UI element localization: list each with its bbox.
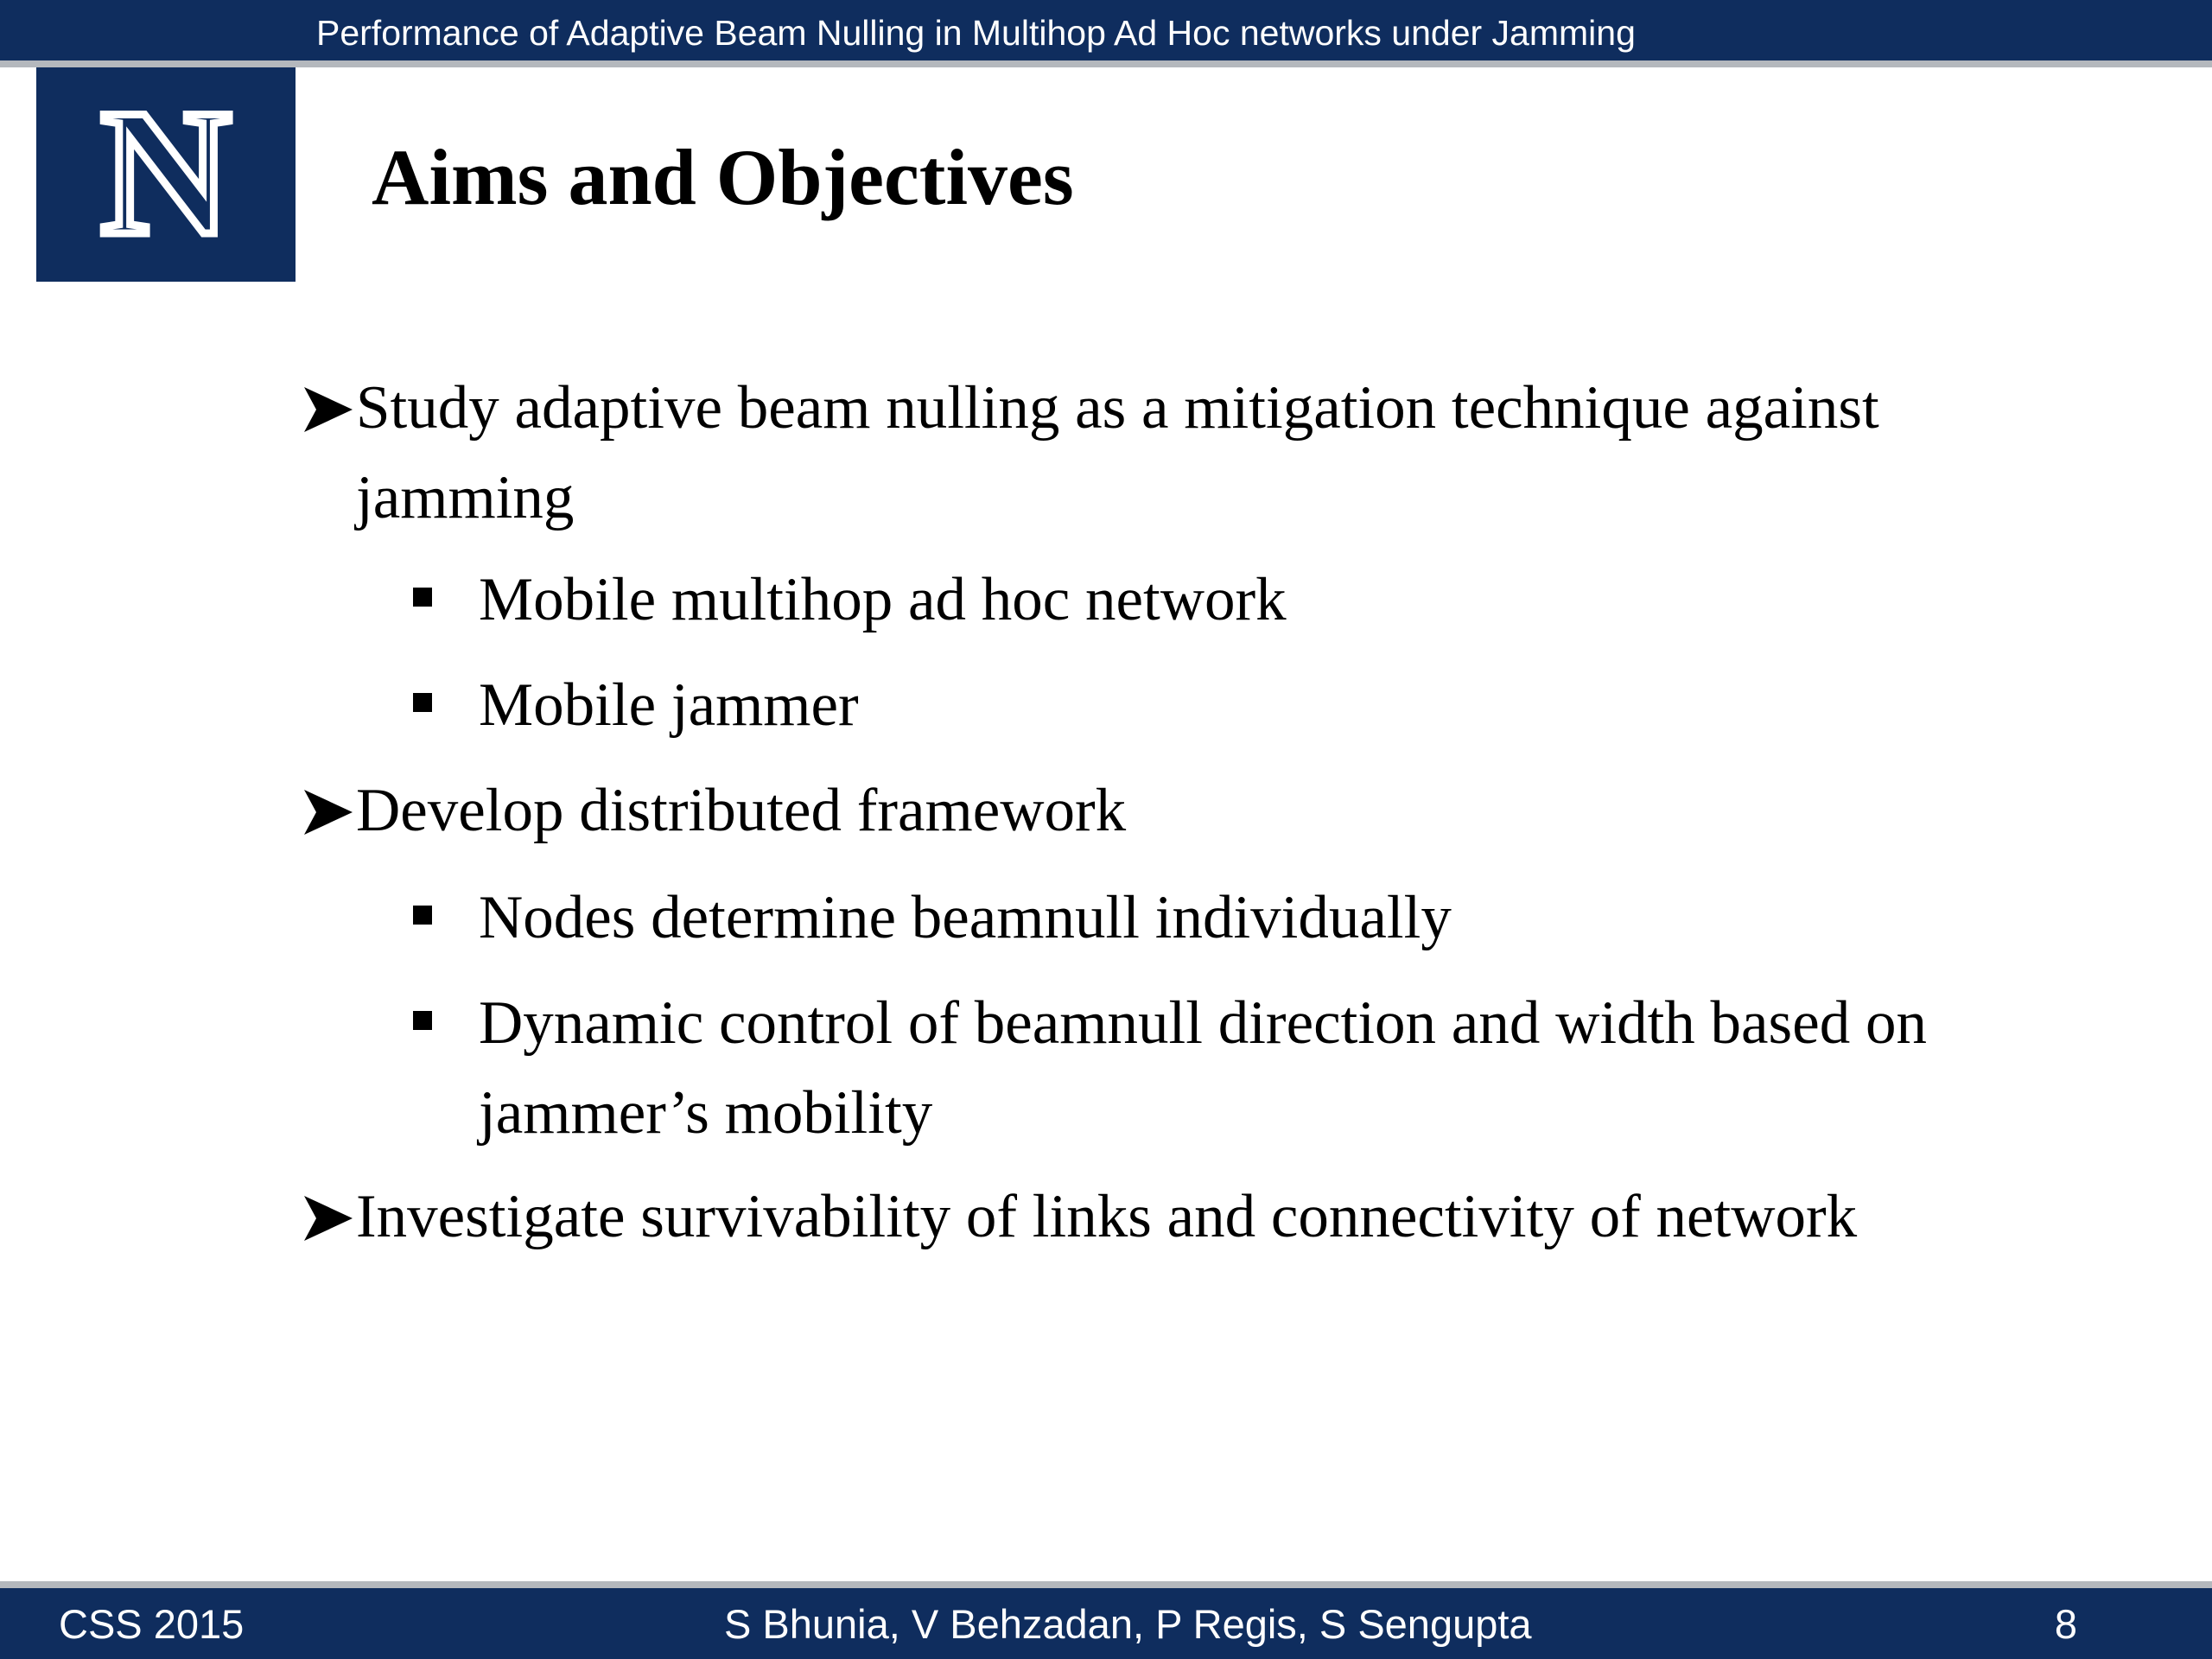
square-bullet-icon	[413, 906, 432, 925]
bullet-text: Study adaptive beam nulling as a mitigation technique against jamming	[356, 374, 1879, 531]
bullet-item	[302, 1172, 2056, 1262]
arrowhead-bullet-icon	[302, 1194, 356, 1243]
sub-bullet-text: Dynamic control of beamnull direction and width based on jammer’s mobility	[479, 989, 1927, 1147]
sub-bullet-item	[413, 660, 2098, 750]
sub-bullet-text: Mobile jammer	[479, 671, 859, 739]
square-bullet-icon	[413, 1011, 432, 1030]
authors: S Bhunia, V Behzadan, P Regis, S Sengupta	[724, 1601, 1532, 1647]
conference-label: CSS 2015	[59, 1601, 245, 1647]
square-bullet-icon	[413, 693, 432, 712]
presentation-title: Performance of Adaptive Beam Nulling in Multihop Ad Hoc networks under Jamming	[316, 13, 1636, 53]
slide-title: Aims and Objectives	[372, 133, 1074, 221]
bullet-item	[302, 766, 2056, 855]
arrowhead-bullet-icon	[302, 385, 356, 434]
sub-bullet-text: Nodes determine beamnull individually	[479, 884, 1452, 951]
sub-bullet-text: Mobile multihop ad hoc network	[479, 566, 1287, 633]
sub-bullet-item	[413, 978, 2098, 1158]
sub-bullet-item	[413, 555, 2098, 645]
arrowhead-bullet-icon	[302, 788, 356, 836]
bullet-text: Develop distributed framework	[356, 777, 1127, 844]
bullet-item	[302, 363, 2056, 543]
square-bullet-icon	[413, 588, 432, 607]
logo-letter: N	[100, 88, 232, 254]
sub-bullet-item	[413, 873, 2098, 963]
bullet-text: Investigate survivability of links and connectivity of network	[356, 1183, 1858, 1250]
page-number: 8	[2054, 1601, 2077, 1647]
